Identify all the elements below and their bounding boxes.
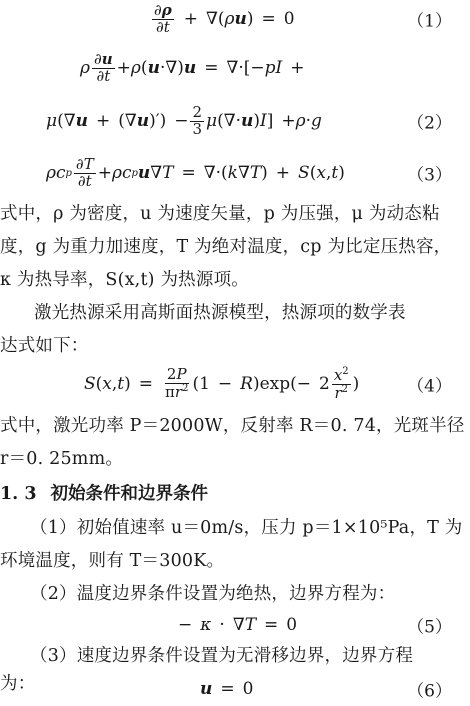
equation-3-number: （3） [407,165,452,186]
paragraph-1-line-3: κ 为热导率，S(x,t) 为热源项。 [0,270,249,290]
equation-1 [0,2,470,36]
paragraph-4-line-2: 环境温度，则有 T＝300K。 [0,551,225,571]
equation-3-body: ρc p $\frac{\partial T}{\partial t}$ + ρc p u ∇ T = ∇·( k ∇ T ) + S ( x , t ) [46,154,345,190]
paragraph-1-line-2: 度，g 为重力加速度，T 为绝对温度，cp 为比定压热容， [0,237,452,257]
equation-1-number: （1） [407,11,452,32]
equation-2-line-2 [0,104,470,138]
paragraph-6-line-1: （3）速度边界条件设置为无滑移边界，边界方程 [30,646,414,666]
equation-5 [0,608,470,642]
equation-2-number: （2） [407,113,452,134]
equation-3 [0,156,470,190]
paragraph-2-line-2: 达式如下： [0,336,89,356]
paragraph-3-line-2: r＝0. 25mm。 [0,449,124,469]
equation-1-body: $\frac{\partial\rho}{\partial t}$ + ∇( ρ u ) = 0 [154,0,295,36]
equation-4-body: S ( x , t ) = $\frac{2P}{\pi r^2}$ (1 − R )exp(− 2 $\frac{x^2}{r^2}$ ) [84,365,360,402]
paragraph-4-line-1: （1）初始值速率 u＝0m/s，压力 p＝1×10⁵Pa，T 为 [30,518,463,538]
equation-6-number: （6） [407,681,452,702]
section-heading [0,480,208,505]
equation-4-number: （4） [407,376,452,397]
equation-5-body: − κ · ∇ T = 0 [178,615,298,635]
paragraph-3-line-1: 式中，激光功率 P＝2000W，反射率 R＝0. 74，光斑半径 [0,416,465,436]
section-title: 初始条件和边界条件 [50,484,209,504]
paragraph-1-line-1: 式中，ρ 为密度，u 为速度矢量，p 为压强，μ 为动态粘 [0,204,440,224]
equation-4 [0,362,470,406]
equation-2-line-1-body: ρ $\frac{\partial u}{\partial t}$ + ρ ( u ·∇) u = ∇·[− p I + [80,49,305,85]
equation-5-number: （5） [407,617,452,638]
paragraph-6-line-2: 为： [0,674,36,694]
equation-2-line-2-body: μ (∇ u + (∇ u )′) − $\frac{2}{3}$ μ (∇· u ) I ] + ρ · g [46,102,322,138]
paragraph-2-line-1: 激光热源采用高斯面热源模型，热源项的数学表 [34,303,406,323]
equation-6-body: u = 0 [200,679,254,699]
section-number: 1. 3 [0,484,37,504]
equation-6 [0,672,470,706]
equation-2-line-1 [0,51,470,85]
paragraph-5-line-1: （2）温度边界条件设置为绝热，边界方程为： [30,584,396,604]
